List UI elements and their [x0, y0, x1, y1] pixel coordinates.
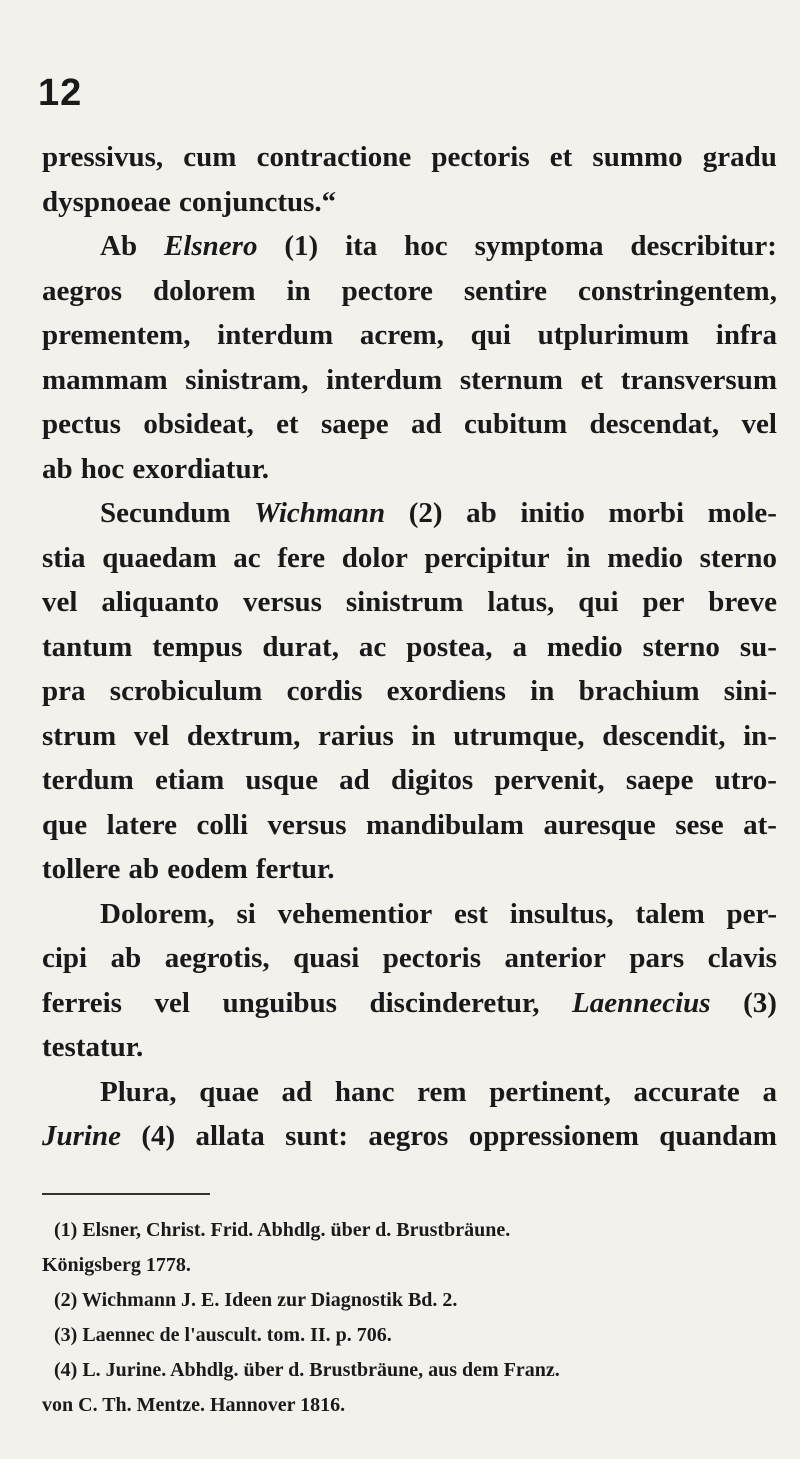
text-line: vel aliquanto versus sinistrum latus, qui per breve — [42, 586, 777, 618]
text-line: pectus obsideat, et saepe ad cubitum descendat, vel — [42, 408, 777, 440]
text-line: pra scrobiculum cordis exordiens in brachium sini- — [42, 675, 777, 707]
footnote — [42, 1283, 777, 1318]
footnote-line: (3) Laennec de l'auscult. tom. II. p. 706. — [54, 1324, 392, 1346]
text-line: aegros dolorem in pectore sentire constringentem, — [42, 274, 777, 307]
text-line: Plura, quae ad hanc rem pertinent, accurate a — [100, 1075, 777, 1108]
footnote — [42, 1213, 777, 1283]
footnote-line: (4) L. Jurine. Abhdlg. über d. Brustbräune, aus dem Franz. — [54, 1359, 560, 1381]
footnote-line: Königsberg 1778. — [42, 1254, 191, 1276]
text-line: pressivus, cum contractione pectoris et summo gradu — [42, 141, 777, 173]
text-line: mammam sinistram, interdum sternum et transversum — [42, 363, 777, 396]
footnote — [42, 1318, 777, 1353]
footnote-line: von C. Th. Mentze. Hannover 1816. — [42, 1394, 346, 1416]
text-line: Secundum Wichmann (2) ab initio morbi mole- — [100, 497, 777, 529]
text-line: ab hoc exordiatur. — [42, 452, 270, 485]
text-line: ferreis vel unguibus discinderetur, Laennecius (3) — [42, 986, 777, 1019]
text-line: cipi ab aegrotis, quasi pectoris anterior pars clavis — [42, 942, 777, 974]
footnote-line: (1) Elsner, Christ. Frid. Abhdlg. über d. Brustbräune. — [54, 1219, 511, 1241]
text-line: tollere ab eodem fertur. — [42, 853, 335, 885]
footnote-line: (2) Wichmann J. E. Ideen zur Diagnostik Bd. 2. — [54, 1289, 458, 1311]
text-line: Dolorem, si vehementior est insultus, talem per- — [100, 897, 777, 930]
text-line: Jurine (4) allata sunt: aegros oppressionem quandam — [42, 1120, 777, 1152]
text-line: que latere colli versus mandibulam auresque sese at- — [42, 808, 777, 841]
text-line: tantum tempus durat, ac postea, a medio sterno su- — [42, 630, 777, 663]
footnote-divider — [42, 1193, 210, 1195]
footnote — [42, 1353, 777, 1423]
text-line: dyspnoeae conjunctus.“ — [42, 185, 337, 218]
footnotes-block — [42, 1213, 777, 1423]
text-line: prementem, interdum acrem, qui utplurimum infra — [42, 319, 777, 351]
text-line: strum vel dextrum, rarius in utrumque, descendit, in- — [42, 719, 777, 752]
text-line: Ab Elsnero (1) ita hoc symptoma describitur: — [100, 230, 777, 262]
page-number: 12 — [38, 72, 83, 114]
main-text-block — [42, 135, 777, 1159]
text-line: stia quaedam ac fere dolor percipitur in medio sterno — [42, 541, 777, 574]
text-line: terdum etiam usque ad digitos pervenit, saepe utro- — [42, 764, 777, 796]
text-line: testatur. — [42, 1031, 144, 1063]
